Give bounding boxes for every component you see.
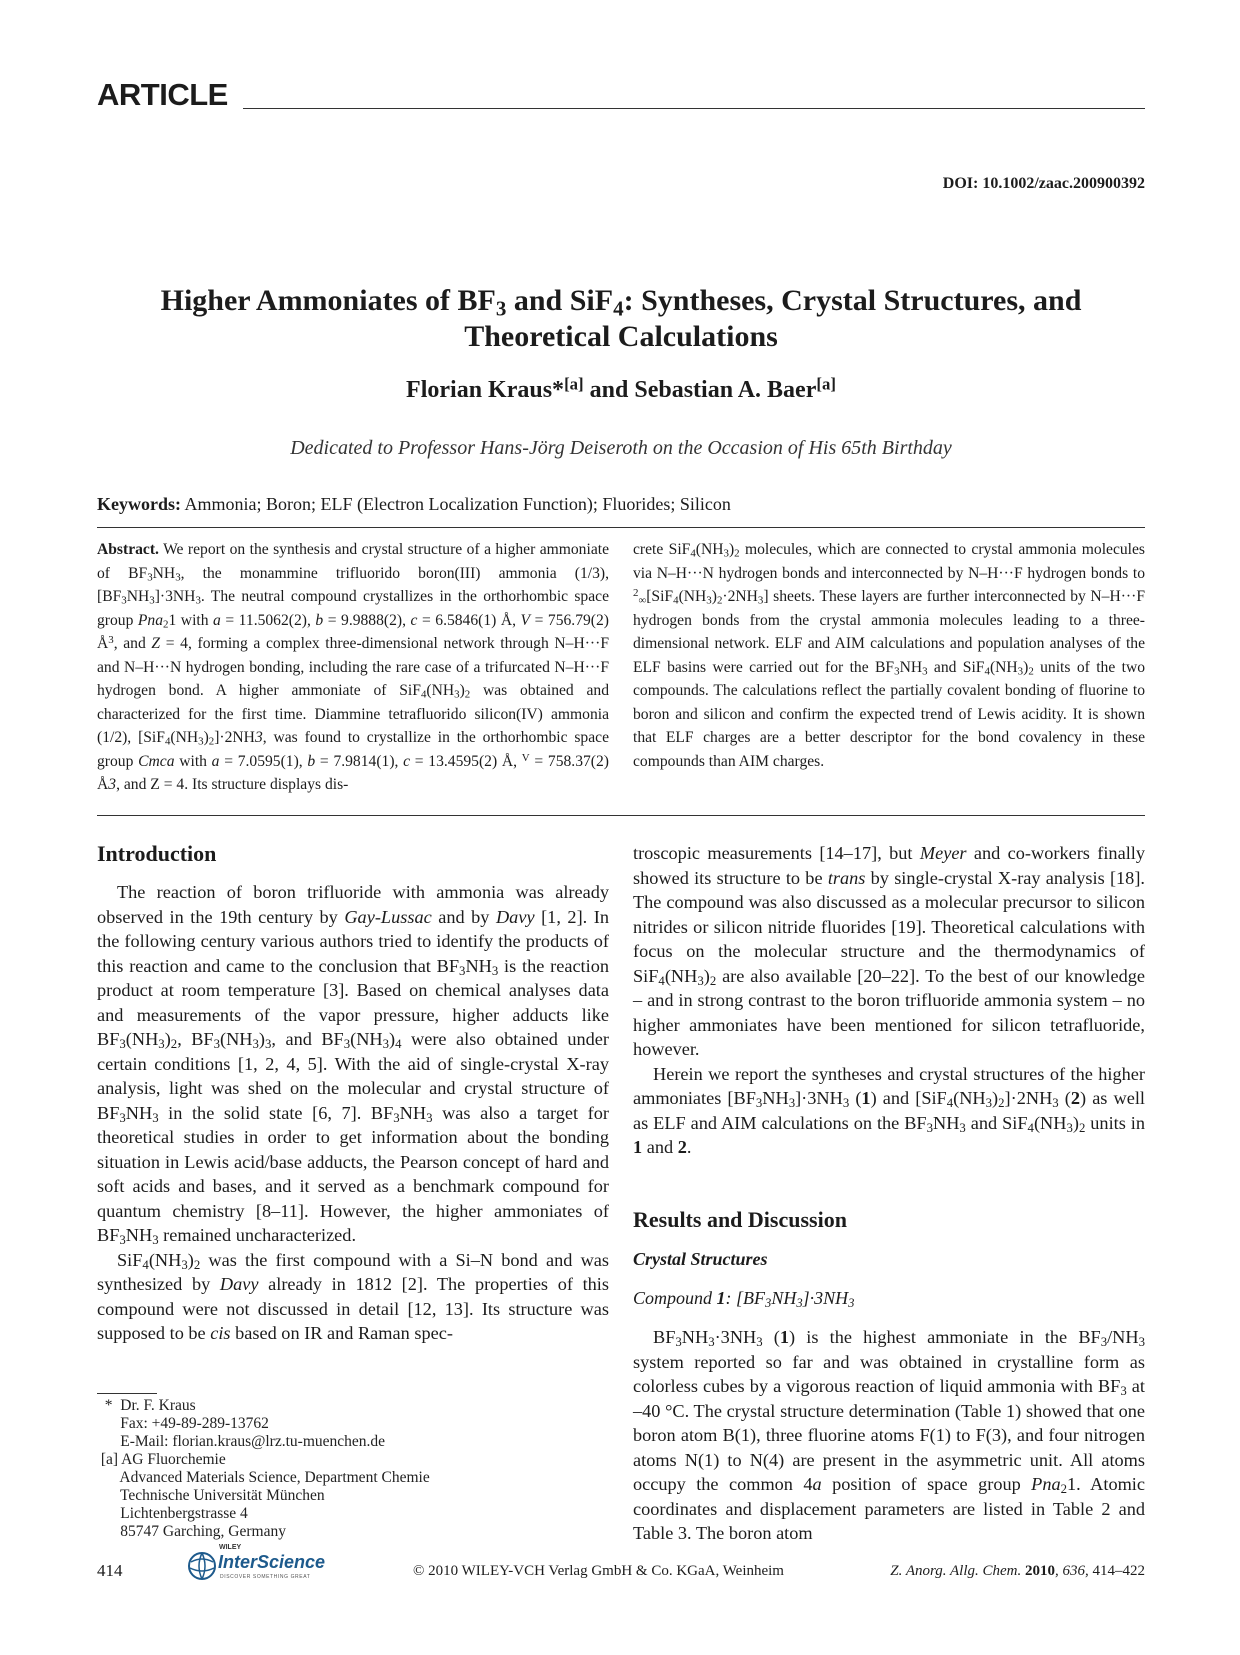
wiley-interscience-logo[interactable] (186, 1544, 361, 1584)
section-heading-results: Results and Discussion (633, 1207, 847, 1232)
results-body: $BF_3NH_3\cdot 3NH_3$ (1) is the highest ammoniate in the $BF_3/NH_3$ system reported so far and was obtained in crystalline form as colorless cubes by a vigorous reaction of liquid ammonia with $BF_3$ at –40 °C. The crystal structure determination (Table 1) showed that one boron atom B(1), three fluorine atoms F(1) to F(3), and four nitrogen atoms N(1) to N(4) are present in the asymmetric unit. All atoms occupy the common 4a position of space group Pna$_2$1. Atomic coordinates and displacement parameters are listed in Table 2 and Table 3. The boron atom (633, 1327, 1145, 1543)
footnote-line: Technische Universität München (97, 1487, 325, 1504)
doi[interactable]: DOI: 10.1002/zaac.200900392 (942, 175, 1145, 192)
author-footnote (97, 1397, 430, 1541)
abstract-bottom-rule (97, 815, 1145, 816)
logo-tagline: DISCOVER SOMETHING GREAT (220, 1574, 311, 1580)
introduction-body-continued: troscopic measurements [14–17], but Meyer and co-workers finally showed its structure to be trans by single-crystal X-ray analysis [18]. The compound was also discussed as a molecular precursor to silicon nitrides or silicon nitride fluorides [19]. Theoretical calculations with focus on the molecular structure and the thermodynamics of $SiF_4(NH_3)_2$ are also available [20–22]. To the best of our knowledge – and in strong contrast to the boron trifluoride ammonia system – no higher ammoniates have been mentioned for silicon tetrafluoride, however. Herein we report the syntheses and crystal structures of the higher ammoniates $[BF_3NH_3]\cdot 3NH_3$ (1) and $[SiF_4(NH_3)_2]\cdot 2NH_3$ (2) as well as ELF and AIM calculations on the $BF_3NH_3$ and $SiF_4(NH_3)_2$ units in 1 and 2. (633, 843, 1146, 1157)
footnote-line: Fax: +49-89-289-13762 (97, 1415, 269, 1432)
page-number: 414 (97, 1561, 123, 1580)
footnote-line[interactable]: E-Mail: florian.kraus@lrz.tu-muenchen.de (97, 1433, 386, 1450)
logo-interscience-text: InterScience (218, 1552, 326, 1572)
logo-wiley-text: WILEY (219, 1544, 242, 1551)
keywords: Keywords: Ammonia; Boron; ELF (Electron Localization Function); Fluorides; Silicon (97, 494, 731, 514)
footnote-line: Advanced Materials Science, Department Chemie (97, 1469, 430, 1486)
abstract-top-rule (97, 527, 1145, 528)
abstract-column-right: crete $SiF_4(NH_3)_2$ molecules, which are connected to crystal ammonia molecules via N–H···N hydrogen bonds and interconnected by N–H···F hydrogen bonds to $^2_\infty[SiF_4(NH_3)_2\cdot 2NH_3]$ sheets. These layers are further interconnected by N–H···F hydrogen bonds from the crystal ammonia molecules leading to a three-dimensional network. ELF and AIM calculations and population analyses of the ELF basins were carried out for the $BF_3NH_3$ and $SiF_4(NH_3)_2$ units of the two compounds. The calculations reflect the partially covalent bonding of fluorine to boron and silicon and confirm the expected trend of Lewis acidity. It is shown that ELF charges are a better descriptor for the bond covalency in these compounds than AIM charges. (633, 541, 1145, 770)
footnote-rule (97, 1393, 157, 1394)
author-2: Sebastian A. Baer (634, 377, 817, 403)
article-label: ARTICLE (97, 77, 228, 112)
authors: Florian Kraus*[a] and Sebastian A. Baer[a] (406, 374, 836, 403)
journal-citation: Z. Anorg. Allg. Chem. 2010, 636, 414–422 (890, 1563, 1145, 1579)
footnote-line: * Dr. F. Kraus (97, 1397, 196, 1414)
abstract-column-left: Abstract. We report on the synthesis and crystal structure of a higher ammoniate of $BF_3NH_3$, the monammine trifluorido boron(III) ammonia (1/3), $[BF_3NH_3]\cdot 3NH_3$. The neutral compound crystallizes in the orthorhombic space group Pna$_2$1 with a = 11.5062(2), b = 9.9888(2), c = 6.5846(1) Å, V = 756.79(2) $Å^3$, and Z = 4, forming a complex three-dimensional network through N–H···F and N–H···N hydrogen bonding, including the rare case of a trifurcated N–H···F hydrogen bond. A higher ammoniate of $SiF_4(NH_3)_2$ was obtained and characterized for the first time. Diammine tetrafluorido silicon(IV) ammonia (1/2), $[SiF_4(NH_3)_2]\cdot 2NH3$, was found to crystallize in the orthorhombic space group Cmca with a = 7.0595(1), b = 7.9814(1), c = 13.4595(2) Å, $^V$ = 758.37(2) Å3, and Z = 4. Its structure displays dis- (97, 541, 609, 793)
dedication: Dedicated to Professor Hans-Jörg Deiseroth on the Occasion of His 65th Birthday (290, 437, 952, 459)
copyright: © 2010 WILEY-VCH Verlag GmbH & Co. KGaA, Weinheim (413, 1563, 784, 1579)
compound-1-heading: Compound 1: $[BF_3NH_3]\cdot 3NH_3$ (633, 1288, 855, 1311)
footnote-line: [a] AG Fluorchemie (97, 1451, 226, 1468)
subsection-heading-crystal-structures: Crystal Structures (633, 1249, 768, 1269)
header-rule (243, 108, 1145, 109)
paper-title: Higher Ammoniates of $BF_3$ and SiF$_4$: Syntheses, Crystal Structures, and Theoretical Calculations (160, 284, 1082, 353)
section-heading-introduction: Introduction (97, 841, 217, 866)
introduction-body: The reaction of boron trifluoride with ammonia was already observed in the 19th century by Gay-Lussac and by Davy [1, 2]. In the following century various authors tried to identify the products of this reaction and came to the conclusion that $BF_3NH_3$ is the reaction product at room temperature [3]. Based on chemical analyses data and measurements of the vapor pressure, higher adducts like $BF_3(NH_3)_2$, $BF_3(NH_3)_3$, and $BF_3(NH_3)_4$ were also obtained under certain conditions [1, 2, 4, 5]. With the aid of single-crystal X-ray analysis, light was shed on the molecular and crystal structure of $BF_3NH_3$ in the solid state [6, 7]. $BF_3NH_3$ was also a target for theoretical studies in order to get information about the bonding situation in Lewis acid/base adducts, the Pearson concept of hard and soft acids and bases, and it served as a benchmark compound for quantum chemistry [8–11]. However, the higher ammoniates of $BF_3NH_3$ remained uncharacterized. $SiF_4(NH_3)_2$ was the first compound with a Si–N bond and was synthesized by Davy already in 1812 [2]. The properties of this compound were not discussed in detail [12, 13]. Its structure was supposed to be cis based on IR and Raman spec- (97, 882, 610, 1343)
footnote-line: 85747 Garching, Germany (97, 1523, 286, 1540)
footnote-line: Lichtenbergstrasse 4 (97, 1505, 248, 1522)
globe-icon (189, 1553, 215, 1579)
author-1: Florian Kraus* (406, 377, 565, 403)
